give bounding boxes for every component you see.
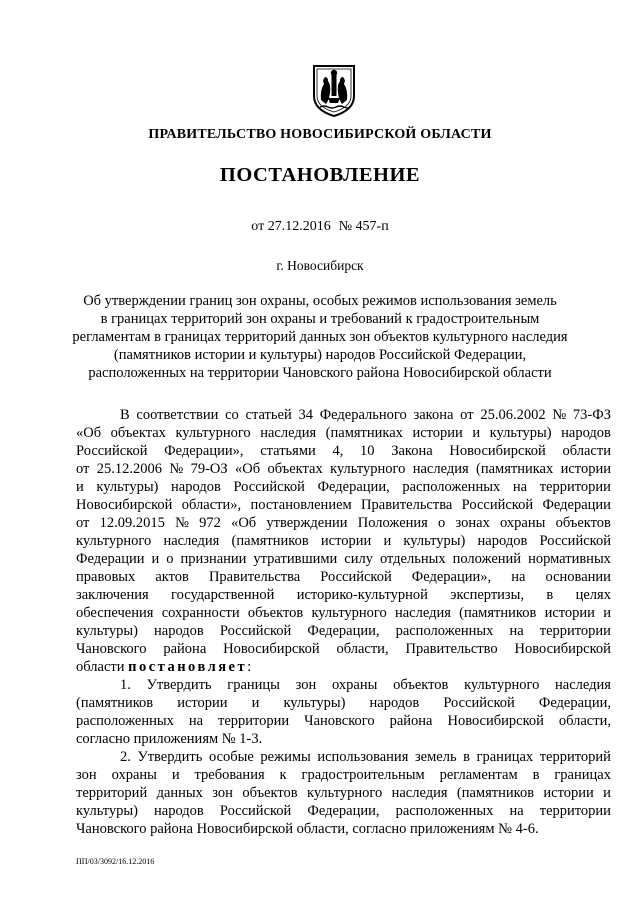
body-word: на (509, 803, 524, 819)
body-word: 12.09.2015 (99, 515, 165, 531)
document-city: г. Новосибирск (276, 258, 364, 273)
body-line (76, 658, 611, 676)
body-word: и (603, 785, 611, 801)
coat-of-arms-icon (308, 60, 360, 118)
body-word: данных (156, 785, 203, 801)
body-word: соответствии (136, 407, 219, 423)
body-word: и (603, 605, 611, 621)
body-word: Новосибирской (514, 641, 611, 657)
body-word: Федерации», (164, 443, 244, 459)
body-word: границы (227, 677, 280, 693)
body-word: культуры) (76, 803, 138, 819)
body-word: государственной (171, 587, 275, 603)
title-line: (памятников истории и культуры) народов Российской Федерации, (113, 347, 527, 363)
document-title (0, 292, 640, 382)
body-line (76, 514, 611, 532)
body-word: 34 (298, 407, 313, 423)
body-word: положений (452, 551, 522, 567)
body-word: на (511, 569, 526, 585)
body-word: обеспечения (76, 605, 154, 621)
body-word: от (76, 515, 90, 531)
body-word: Российской (76, 443, 148, 459)
body-word: актов (155, 569, 189, 585)
body-word: народов (561, 425, 611, 441)
body-word: расположенных (395, 623, 494, 639)
body-word: Новосибирской (223, 641, 320, 657)
body-word: и (472, 425, 481, 441)
body-word: расположенных (76, 713, 174, 729)
body-word: зонах (455, 515, 490, 531)
body-word: : (247, 659, 252, 675)
body-line (76, 712, 611, 730)
body-word: режимы (260, 749, 311, 765)
body-line (76, 766, 611, 784)
body-word: Федерации, (538, 695, 611, 711)
body-word: Федерального (319, 407, 407, 423)
body-word: зон (212, 785, 233, 801)
body-word: охраны (111, 767, 157, 783)
body-word: культуры) (76, 623, 138, 639)
body-line (76, 622, 611, 640)
body-word: Федерации (542, 497, 611, 513)
body-word: (памятников (456, 785, 535, 801)
body-word: народов (477, 533, 528, 549)
body-word: Новосибирской (76, 497, 173, 513)
body-word: области (76, 659, 125, 675)
date-line (0, 219, 640, 235)
body-word: границах (476, 749, 534, 765)
body-word: расположенных (402, 479, 501, 495)
body-word: Положения (357, 515, 428, 531)
body-word: «Об (231, 515, 257, 531)
body-word: сохранности (161, 605, 240, 621)
body-word: в (546, 587, 554, 603)
body-word: в (463, 749, 470, 765)
body-word: культурного (306, 785, 383, 801)
body-word: народов (171, 479, 221, 495)
body-word: целях (575, 587, 611, 603)
body-word: статьей (245, 407, 292, 423)
body-word: «Об (235, 461, 261, 477)
body-word: (памятников (459, 605, 537, 621)
body-word: 2. (120, 749, 131, 765)
body-word: охраны (500, 515, 546, 531)
body-word: силу (344, 551, 373, 567)
body-word: постановлением (250, 497, 352, 513)
body-word: основании (545, 569, 611, 585)
body-word: Федерации, (317, 479, 390, 495)
body-word: Утвердить (137, 749, 203, 765)
document-code: ПП/03/3092/16.12.2016 (76, 857, 155, 866)
body-line (76, 496, 611, 514)
body-word: наследия (391, 785, 448, 801)
body-word: области», (181, 497, 242, 513)
body-word: и (251, 695, 260, 711)
body-word: истории (412, 425, 463, 441)
body-word: объектов (247, 605, 304, 621)
body-word: со (225, 407, 239, 423)
body-line (76, 586, 611, 604)
body-word: признании (180, 551, 247, 567)
body-word: земель (414, 749, 457, 765)
body-line (76, 820, 611, 838)
body-word: 79-ОЗ (190, 461, 228, 477)
body-line (76, 784, 611, 802)
body-word: культуры) (96, 479, 159, 495)
body-word: Российской (233, 479, 305, 495)
resolution-verb: постановляет (128, 659, 248, 675)
body-word: Федерации, (307, 623, 380, 639)
body-word: градостроительным (301, 767, 425, 783)
body-word: наследия (412, 461, 469, 477)
body-word: территории (217, 713, 290, 729)
body-word: на (188, 713, 204, 729)
body-word: расположенных (395, 803, 494, 819)
body-word: границах (554, 767, 611, 783)
body-word: Российской (461, 497, 534, 513)
body-line (76, 460, 611, 478)
body-line (76, 604, 611, 622)
body-word: Чановского (304, 713, 375, 729)
body-line (76, 676, 611, 694)
body-line (76, 532, 611, 550)
body-word: объектов (555, 515, 611, 531)
document-type: ПОСТАНОВЛЕНИЕ (219, 164, 421, 186)
body-word: Российской (320, 569, 392, 585)
body-word: нормативных (528, 551, 611, 567)
body-line (76, 694, 611, 712)
body-word: на (509, 623, 524, 639)
body-word: культурного (330, 461, 406, 477)
body-word: и (171, 767, 180, 783)
body-word: народов (369, 695, 420, 711)
body-word: объектов (393, 677, 449, 693)
body-word: Российской (219, 623, 292, 639)
body-word: о (438, 515, 446, 531)
body-word: зон (295, 677, 317, 693)
body-word: территории (539, 803, 611, 819)
body-word: историко-культурной (296, 587, 428, 603)
body-word: культуры) (489, 425, 552, 441)
body-word: культуры) (283, 695, 346, 711)
body-word: культурного (76, 533, 152, 549)
body-word: особые (208, 749, 254, 765)
body-word: и (383, 533, 392, 549)
body-word: Российской (443, 695, 515, 711)
body-word: истории (320, 533, 372, 549)
body-word: в (532, 767, 540, 783)
body-word: закона (413, 407, 454, 423)
document-number: № 457-п (338, 219, 389, 234)
document-date: от 27.12.2016 (251, 219, 331, 234)
body-word: культурного (464, 677, 540, 693)
title-line: Об утверждении границ зон охраны, особых режимов использования земель (83, 293, 557, 309)
body-word: объектах (110, 425, 166, 441)
body-line (76, 568, 611, 586)
body-word: зон (76, 767, 97, 783)
body-word: правовых (76, 569, 136, 585)
body-word: о (166, 551, 174, 567)
body-word: (памятников (231, 533, 309, 549)
body-line (76, 640, 611, 658)
body-word: от (76, 461, 90, 477)
body-line (76, 730, 611, 748)
body-word: и (151, 551, 160, 567)
body-word: 4, (332, 443, 344, 459)
body-word: Федерации», (411, 569, 492, 585)
body-word: области, (336, 641, 389, 657)
body-word: культурного (175, 425, 251, 441)
body-word: культурного (311, 605, 387, 621)
body-line (76, 478, 611, 496)
body-line (76, 550, 611, 568)
body-word: территории (539, 623, 611, 639)
body-word: территории (539, 479, 611, 495)
body-word: № (169, 461, 184, 477)
body-word: народов (154, 623, 204, 639)
body-word: наследия (555, 677, 611, 693)
body-word: 10 (360, 443, 375, 459)
body-word: на (512, 479, 528, 495)
body-word: 1. (120, 677, 131, 693)
body-word: отдельных (379, 551, 446, 567)
body-word: Закона (391, 443, 433, 459)
body-word: к (279, 767, 287, 783)
body-line (76, 406, 611, 424)
body-word: Российской (219, 803, 292, 819)
body-word: района (389, 713, 433, 729)
body-word: и (76, 479, 84, 495)
document-body (76, 406, 611, 838)
organization-name: ПРАВИТЕЛЬСТВО НОВОСИБИРСКОЙ ОБЛАСТИ (148, 127, 492, 142)
body-word: наследия (394, 605, 451, 621)
body-word: Новосибирской (447, 713, 544, 729)
body-word: требования (194, 767, 265, 783)
body-text: согласно приложениям № 1-3. (76, 731, 263, 747)
body-word: наследия (260, 425, 317, 441)
body-word: № (175, 515, 189, 531)
body-word: экспертизы, (450, 587, 525, 603)
body-word: утверждении (266, 515, 348, 531)
body-word: Новосибирской (449, 443, 546, 459)
body-word: Правительство (405, 641, 498, 657)
body-line (76, 748, 611, 766)
body-line (76, 442, 611, 460)
body-word: № (552, 407, 567, 423)
body-word: истории (560, 461, 611, 477)
title-line: расположенных на территории Чановского района Новосибирской области (88, 365, 552, 381)
body-word: (памятниках (476, 461, 554, 477)
body-word: (памятников (76, 695, 154, 711)
body-word: наследия (163, 533, 220, 549)
body-word: регламентам (439, 767, 518, 783)
body-word: культуры) (403, 533, 466, 549)
body-word: области, (558, 713, 611, 729)
body-word: 25.06.2002 (480, 407, 546, 423)
body-word: Правительства (361, 497, 453, 513)
title-line: регламентам в границах территорий данных зон объектов культурного наследия (72, 329, 568, 345)
body-word: Российской (539, 533, 611, 549)
body-word: Федерации, (307, 803, 380, 819)
body-word: территорий (76, 785, 148, 801)
body-word: статьями (260, 443, 316, 459)
body-word: использования (317, 749, 409, 765)
body-word: Федерации (76, 551, 145, 567)
body-word: народов (154, 803, 204, 819)
body-line (76, 802, 611, 820)
title-line: в границах территорий зон охраны и требований к градостроительным (100, 311, 540, 327)
body-word: 25.12.2006 (96, 461, 163, 477)
body-word: «Об (76, 425, 102, 441)
body-word: от (460, 407, 474, 423)
body-word: истории (544, 605, 595, 621)
body-word: Правительства (208, 569, 301, 585)
body-word: Чановского (76, 641, 147, 657)
body-word: охраны (332, 677, 378, 693)
body-text: Чановского района Новосибирской области, согласно приложениям № 4-6. (76, 821, 539, 837)
body-word: объектов (242, 785, 298, 801)
body-word: В (120, 407, 130, 423)
body-word: заключения (76, 587, 149, 603)
body-word: района (163, 641, 207, 657)
body-word: 972 (199, 515, 221, 531)
body-word: утратившими (253, 551, 338, 567)
body-word: истории (177, 695, 228, 711)
body-line (76, 424, 611, 442)
body-word: объектах (267, 461, 323, 477)
body-word: 73-ФЗ (572, 407, 611, 423)
body-word: Утвердить (146, 677, 212, 693)
body-word: территорий (539, 749, 611, 765)
body-word: истории (543, 785, 594, 801)
body-word: области (562, 443, 611, 459)
body-word: (памятниках (325, 425, 403, 441)
